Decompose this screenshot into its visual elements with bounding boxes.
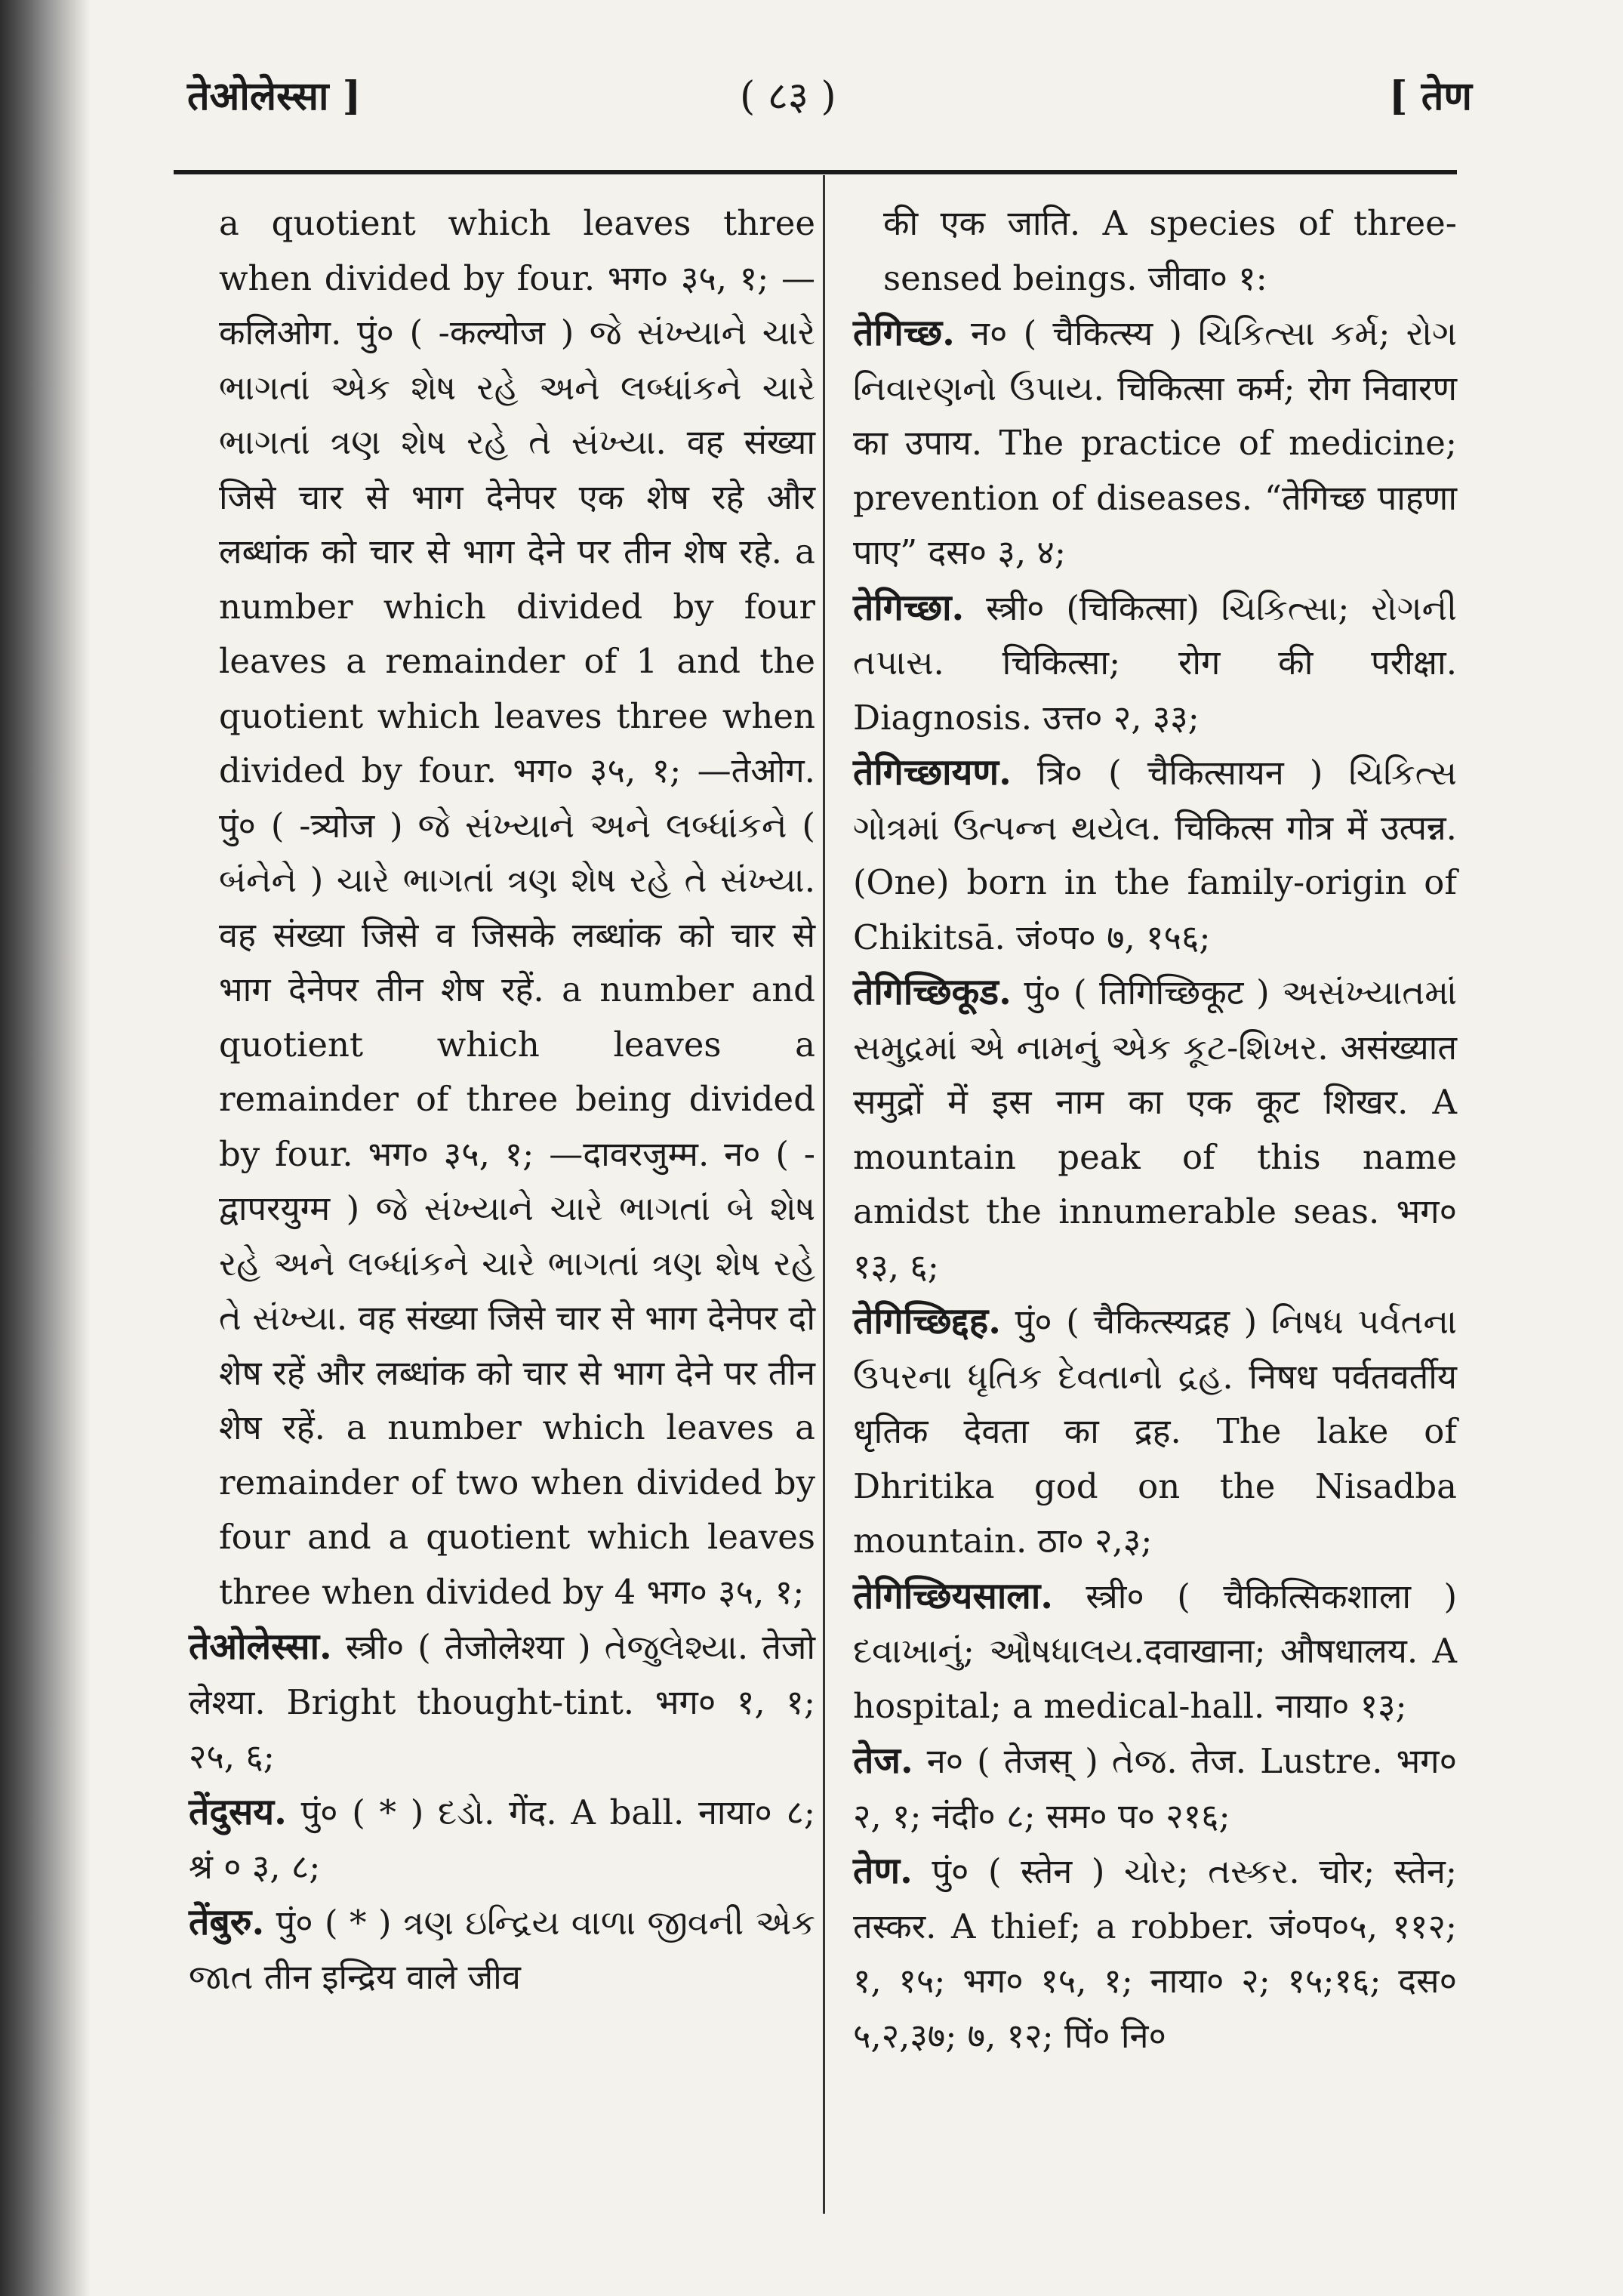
entry-headword: तेगिच्छ. [853, 312, 955, 354]
entry-body: पुं० ( * ) ત્રણ ઇન્દ્રિય વાળા જીવની એક જાત तीन इन्द्रिय वाले जीव [189, 1902, 815, 1997]
dictionary-entry [853, 306, 1457, 581]
entry-body: न० ( चैकित्स्य ) ચિકિત્સા કર્મ; રોગ નિવારણનો ઉપાય. चिकित्सा कर्म; रोग निवारण का उपाय. The practice of medicine; prevention of diseases. “तेगिच्छ पाहणा पाए” दस० ३, ४; [853, 313, 1457, 572]
entry-body: त्रि० ( चैकित्सायन ) ચિકિત્સ ગોત્રમાં ઉત્પન્ન થયેલ. चिकित्स गोत्र में उत्पन्न. (One) born in the family-origin of Chikitsā. जं०प० ७, १५६; [853, 753, 1457, 957]
dictionary-entry [853, 1734, 1457, 1844]
column-divider [823, 175, 825, 2214]
entry-body: पुं० ( चैकित्स्यद्रह ) નિષધ પર્વતના ઉપરના ધૃતિક દેવતાનો દ્રહ. निषध पर्वतवर्तीय धृतिक देवता का द्रह. The lake of Dhritika god on the Nisadba mountain. ठा० २,३; [853, 1302, 1458, 1561]
entry-headword: तेगिच्छियसाला. [853, 1574, 1053, 1617]
entry-body: पुं० ( * ) દડો. गेंद. A ball. नाया० ८; श्रं ० ३, ८; [189, 1792, 816, 1887]
running-head-right: [ तेण [1389, 73, 1472, 119]
entry-headword: तेगिच्छायण. [853, 751, 1012, 794]
entry-body: स्त्री० ( चैकित्सिकशाला ) દવાખાનું; ઔષધાલય.दवाखाना; औषधालय. A hospital; a medical-hall. नाया० १३; [853, 1576, 1457, 1726]
entry-body: स्त्री० (चिकित्सा) ચિકિત્સા; રોગની તપાસ. चिकित्सा; रोग की परीक्षा. Diagnosis. उत्त० २, ३३; [853, 587, 1457, 738]
dictionary-entry [853, 1294, 1457, 1569]
entry-headword: तेण. [853, 1850, 913, 1892]
entry-body: न० ( तेजस् ) તેજ. तेज. Lustre. भग० २, १; नंदी० ८; सम० प० २१६; [853, 1741, 1457, 1836]
page-header [0, 53, 1623, 128]
right-column [853, 196, 1457, 2063]
continuation-text: a quotient which leaves three when divided by four. भग० ३५, १; —कलिओग. पुं० ( -कल्योज ) જે સંખ્યાને ચારે ભાગતાં એક શેષ રહે અને લબ્ધાંકને ચારે ભાગતાં ત્રણ શેષ રહે તે સંખ્યા. वह संख्या जिसे चार से भाग देनेपर एक शेष रहे और लब्धांक को चार से भाग देने पर तीन शेष रहे. a number which divided by four leaves a remainder of 1 and the quotient which leaves three when divided by four. भग० ३५, १; —तेओग. पुं० ( -त्र्योज ) જે સંખ્યાને અને લબ્ધાંકને ( બંનેને ) ચારે ભાગતાં ત્રણ શેષ રહે તે સંખ્યા. वह संख्या जिसे व जिसके लब्धांक को चार से भाग देनेपर तीन शेष रहें. a number and quotient which leaves a remainder of three being divided by four. भग० ३५, १; —दावरजुम्म. न० ( -द्वापरयुग्म ) જે સંખ્યાને ચારે ભાગતાં બે શેષ રહે અને લબ્ધાંકને ચારે ભાગતાં ત્રણ શેષ રહે તે સંખ્યા. वह संख्या जिसे चार से भाग देनेपर दो शेष रहें और लब्धांक को चार से भाग देने पर तीन शेष रहें. a number which leaves a remainder of two when divided by four and a quotient which leaves three when divided by 4 भग० ३५, १; [219, 203, 815, 1612]
dictionary-entry [189, 1895, 815, 2005]
entry-headword: तेओलेस्सा. [189, 1626, 332, 1668]
dictionary-entry [189, 1620, 815, 1785]
entry-body: स्त्री० ( तेजोलेश्या ) તેજુલેશ્યા. तेजो लेश्या. Bright thought-tint. भग० १, १; २५, ६; [189, 1627, 815, 1777]
entry-headword: तेगिच्छिद्दह. [853, 1300, 1001, 1342]
entry-headword: तेज. [853, 1740, 913, 1782]
dictionary-entry [853, 965, 1457, 1294]
dictionary-entry [853, 745, 1457, 965]
entry-body: पुं० ( स्तेन ) ચોર; તસ્કર. चोर; स्तेन; तस्कर. A thief; a robber. जं०प०५, ११२; १, १५; भग० १५, १; नाया० २; १५;१६; दस० ५,२,३७; ७, १२; पिं० नि० [853, 1851, 1458, 2056]
entry-headword: तेगिच्छा. [853, 586, 965, 629]
continuation-text: की एक जाति. A species of three-sensed beings. जीवा० १: [883, 203, 1457, 298]
header-rule [174, 170, 1457, 174]
running-head-left: तेओलेस्सा ] [187, 73, 362, 119]
dictionary-entry [853, 1844, 1457, 2063]
dictionary-entry [853, 1569, 1457, 1734]
page-number: ( ८३ ) [740, 74, 836, 119]
book-spine-shadow [0, 0, 91, 2296]
entry-headword: तेगिच्छिकूड. [853, 971, 1012, 1013]
entry-headword: तेंदुसय. [189, 1790, 287, 1833]
entry-headword: तेंबुरु. [189, 1900, 265, 1943]
left-column [189, 196, 816, 2005]
entry-body: पुं० ( तिगिच्छिकूट ) અસંખ્યાતમાં સમુદ્રમાં એ નામનું એક કૂટ-શિખર. असंख्यात समुद्रों में इस नाम का एक कूट शिखर. A mountain peak of this name amidst the innumerable seas. भग० १३, ६; [853, 972, 1457, 1287]
dictionary-entry [189, 1785, 815, 1895]
dictionary-entry [853, 581, 1457, 746]
